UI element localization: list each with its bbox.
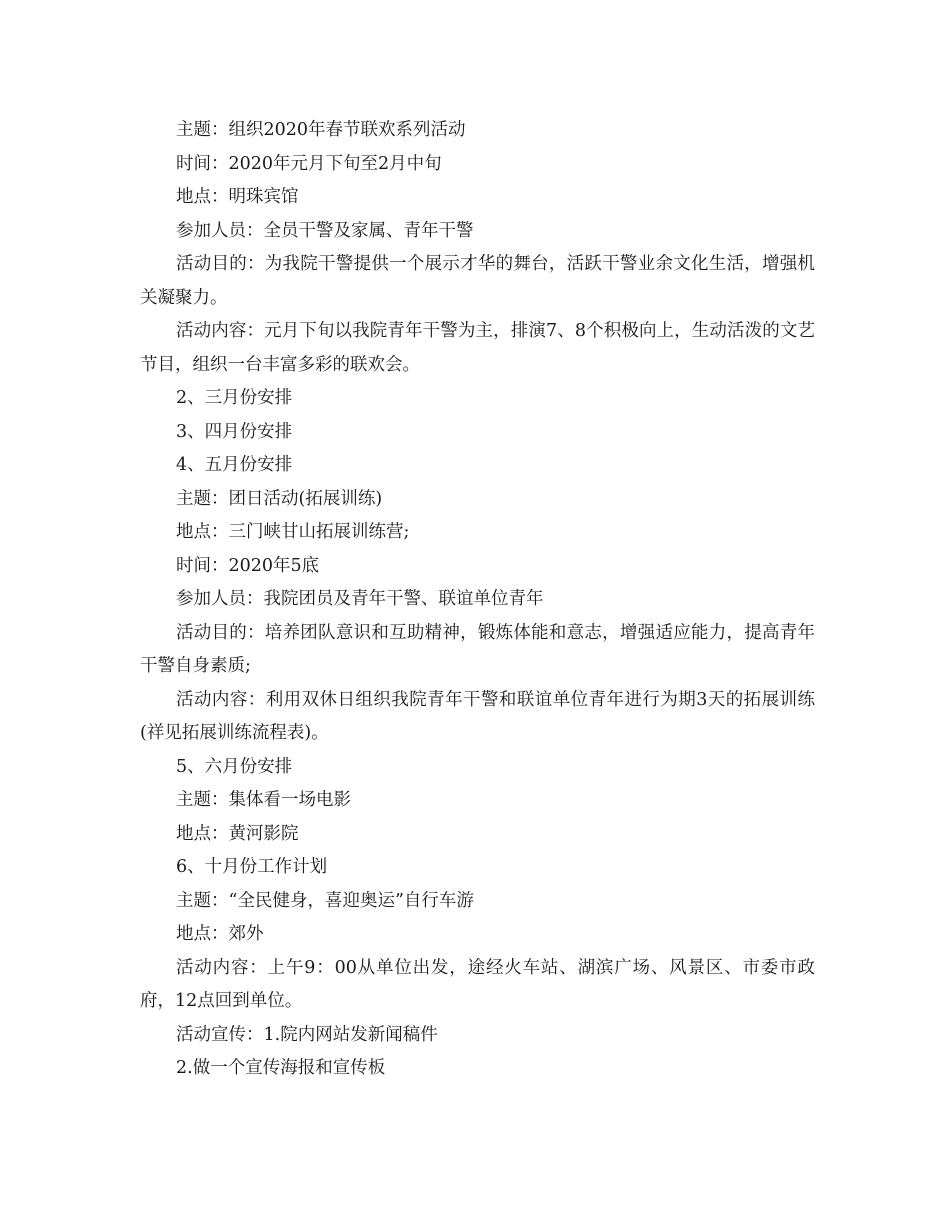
paragraph-purpose-spring-festival: 活动目的：为我院干警提供一个展示才华的舞台，活跃干警业余文化生活，增强机关凝聚力。 [140, 254, 815, 308]
paragraph-content-spring-festival: 活动内容：元月下旬以我院青年干警为主，排演7、8个积极向上，生动活泼的文艺节目，组织一台丰富多彩的联欢会。 [140, 321, 815, 375]
paragraph-participants-spring-festival: 参加人员：全员干警及家属、青年干警 [176, 220, 474, 241]
paragraph-publicity-1: 活动宣传：1.院内网站发新闻稿件 [176, 1024, 438, 1045]
document-body [140, 114, 815, 1086]
paragraph-content-team-day: 活动内容：利用双休日组织我院青年干警和联谊单位青年进行为期3天的拓展训练(祥见拓展训练流程表)。 [140, 689, 815, 743]
paragraph-purpose-team-day: 活动目的：培养团队意识和互助精神，锻炼体能和意志，增强适应能力，提高青年干警自身素质; [140, 622, 815, 676]
paragraph-theme-movie: 主题：集体看一场电影 [176, 790, 351, 810]
paragraph-theme-bike-tour: 主题：“全民健身，喜迎奥运”自行车游 [176, 890, 474, 911]
paragraph-location-movie: 地点：黄河影院 [176, 823, 299, 844]
paragraph-location-spring-festival: 地点：明珠宾馆 [176, 187, 299, 207]
paragraph-location-bike-tour: 地点：郊外 [176, 924, 264, 944]
paragraph-participants-team-day: 参加人员：我院团员及青年干警、联谊单位青年 [176, 589, 544, 609]
paragraph-theme-spring-festival: 主题：组织2020年春节联欢系列活动 [176, 120, 466, 140]
section-heading-march: 2、三月份安排 [176, 388, 293, 408]
section-heading-april: 3、四月份安排 [176, 421, 293, 442]
section-heading-october: 6、十月份工作计划 [176, 857, 328, 877]
paragraph-content-bike-tour: 活动内容：上午9：00从单位出发，途经火车站、湖滨广场、风景区、市委市政府，12点回到单位。 [140, 957, 815, 1011]
paragraph-time-spring-festival: 时间：2020年元月下旬至2月中旬 [176, 153, 442, 174]
paragraph-publicity-2: 2.做一个宣传海报和宣传板 [176, 1058, 386, 1078]
paragraph-time-team-day: 时间：2020年5底 [176, 555, 320, 576]
section-heading-may: 4、五月份安排 [176, 455, 293, 475]
paragraph-theme-team-day: 主题：团日活动(拓展训练) [176, 488, 383, 509]
paragraph-location-team-day: 地点：三门峡甘山拓展训练营; [176, 522, 410, 542]
section-heading-june: 5、六月份安排 [176, 756, 293, 777]
